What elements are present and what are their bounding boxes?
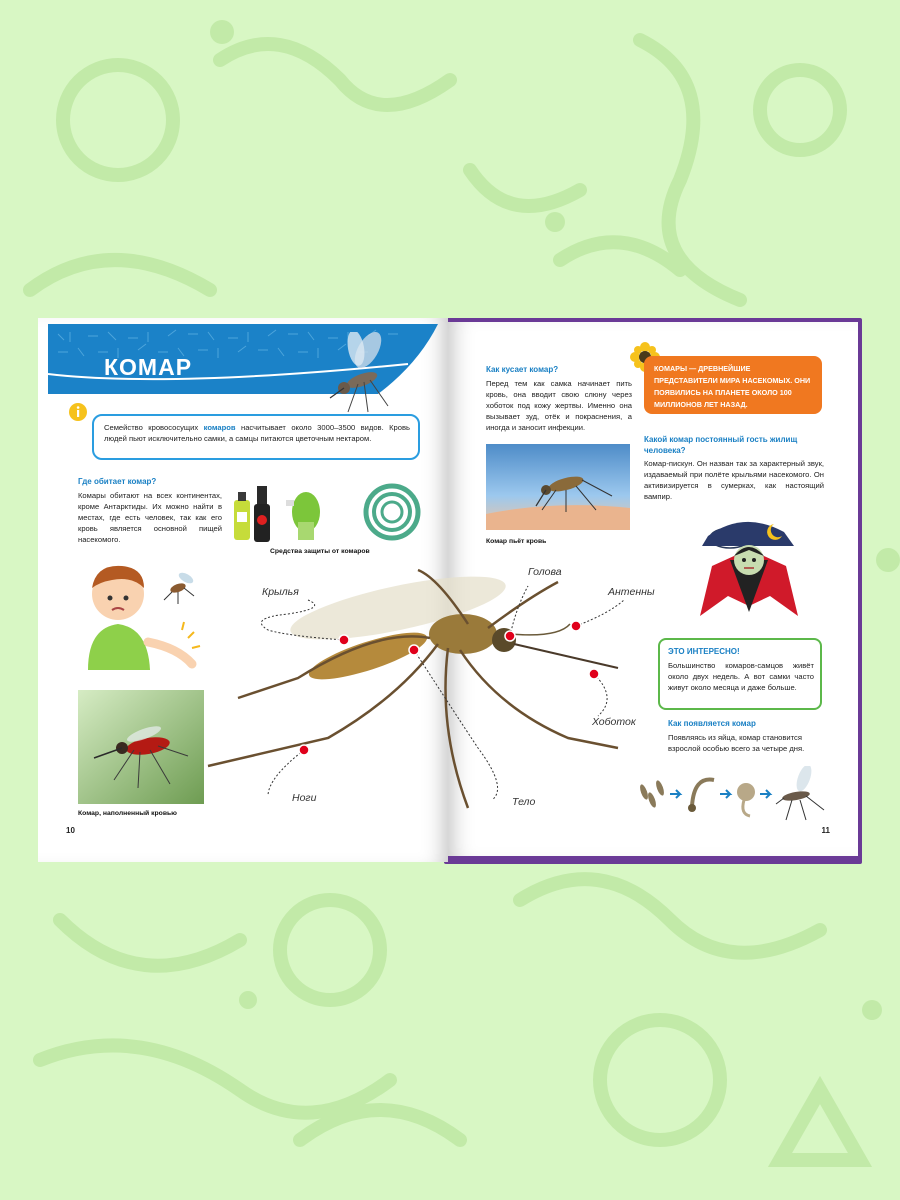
interesting-title: ЭТО ИНТЕРЕСНО! [668,647,740,656]
info-text-highlight: комаров [203,423,236,432]
diagram-leaders [38,318,862,864]
marker-proboscis [589,669,599,679]
biting-photo-caption: Комар пьёт кровь [486,538,547,545]
label-proboscis: Хоботок [592,716,636,728]
appear-heading: Как появляется комар [668,719,756,728]
fact-text: КОМАРЫ — ДРЕВНЕЙШИЕ ПРЕДСТАВИТЕЛИ МИРА НАСЕКОМЫХ. ОНИ ПОЯВИЛИСЬ НА ПЛАНЕТЕ ОКОЛО 100 МИЛЛИОНОВ ЛЕТ НАЗАД. [654,364,811,409]
info-text-end: насчитывает около 3000–3500 видов. Кровь людей пьют исключительно самки, а самцы питаются цветочным нектаром. [104,423,410,443]
habitat-heading: Где обитает комар? [78,477,157,486]
blood-photo-caption: Комар, наполненный кровью [78,810,177,817]
guest-heading: Какой комар постоянный гость жилищ человека? [644,435,798,455]
bite-text: Перед тем как самка начинает пить кровь, она вводит свою слюну через хоботок под кожу жертвы. Именно она вызывает зуд, отёк и покраснения, а иногда и заносит инфекции. [486,379,632,432]
label-legs: Ноги [292,792,317,804]
page-number-left: 10 [66,826,75,835]
label-body: Тело [512,796,536,808]
habitat-text: Комары обитают на всех континентах, кроме Антарктиды. Их можно найти в местах, где есть человек, так как его кровь является основной пищей насекомого. [78,491,222,544]
marker-head [505,631,515,641]
label-wings: Крылья [262,586,299,598]
info-text-start: Семейство кровососущих [104,423,204,432]
bite-heading: Как кусает комар? [486,365,559,374]
page-number-right: 11 [821,826,830,835]
marker-body [409,645,419,655]
marker-legs [299,745,309,755]
guest-text: Комар-пискун. Он назван так за характерный звук, издаваемый при полёте крыльями насекомого. Он активизируется в сумерках, как настоящий вампир. [644,459,824,501]
protection-caption: Средства защиты от комаров [270,548,370,555]
label-head: Голова [528,566,562,578]
interesting-text: Большинство комаров-самцов живёт около двух недель. А вот самки часто живут около месяца и даже больше. [668,661,814,692]
label-antennae: Антенны [608,586,655,598]
marker-wings [339,635,349,645]
page-title: КОМАР [104,354,193,380]
open-book [38,318,862,864]
marker-antennae [571,621,581,631]
appear-text: Появляясь из яйца, комар становится взрослой особью всего за четыре дня. [668,733,805,753]
